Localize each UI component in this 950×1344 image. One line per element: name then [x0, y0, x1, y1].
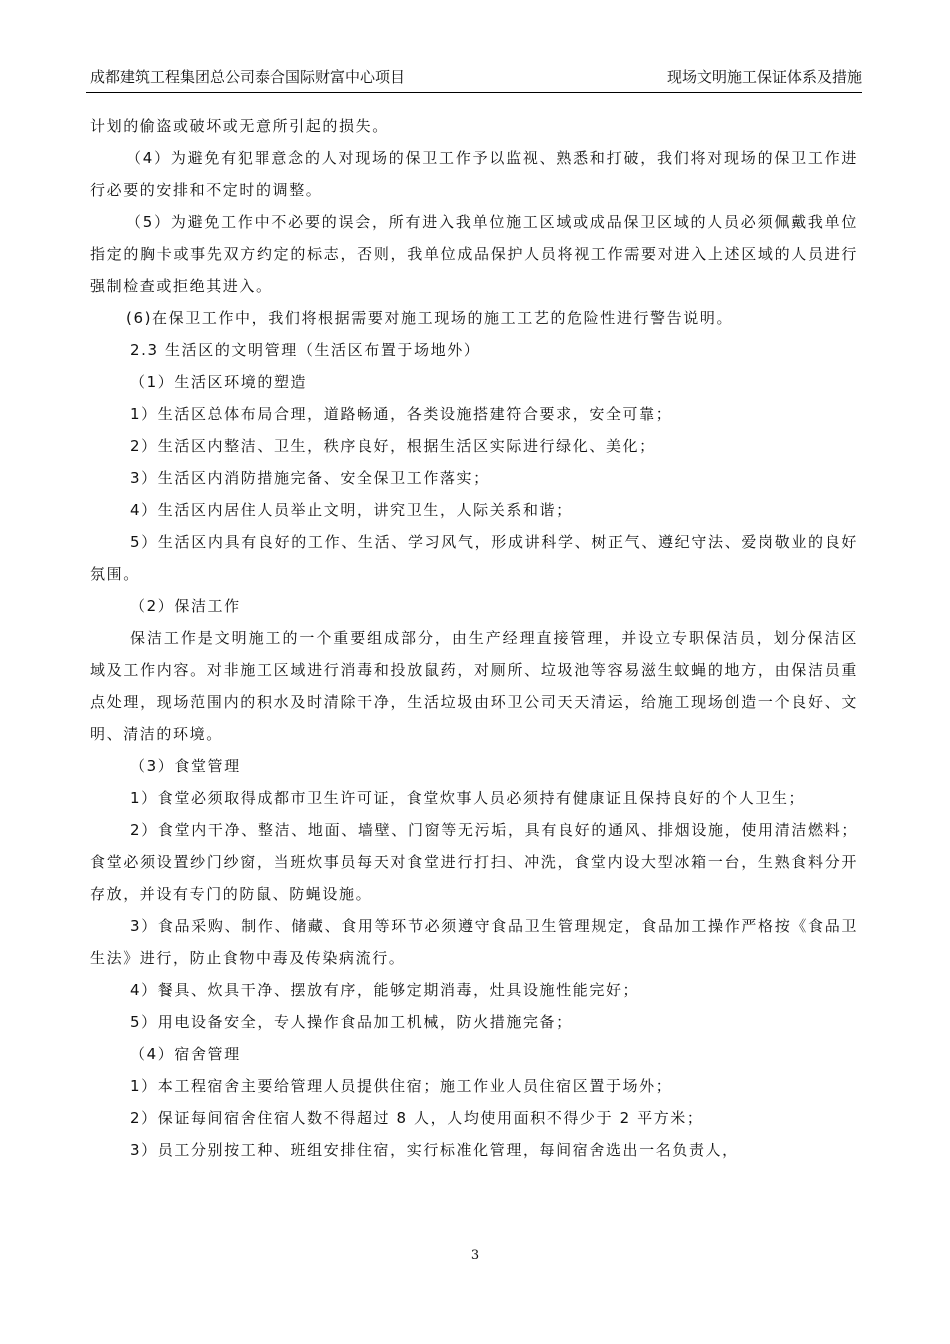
list-item: 2）生活区内整洁、卫生，秩序良好，根据生活区实际进行绿化、美化；: [130, 437, 656, 455]
subsection-heading: （1）生活区环境的塑造: [130, 373, 308, 391]
list-item: 5）用电设备安全，专人操作食品加工机械，防火措施完备；: [130, 1013, 573, 1031]
paragraph: （4）为避免有犯罪意念的人对现场的保卫工作予以监视、熟悉和打破，我们将对现场的保卫工作进行必要的安排和不定时的调整。: [90, 149, 858, 199]
list-item: 4）生活区内居住人员举止文明，讲究卫生，人际关系和谐；: [130, 501, 573, 519]
paragraph: 保洁工作是文明施工的一个重要组成部分，由生产经理直接管理，并设立专职保洁员，划分保洁区域及工作内容。对非施工区域进行消毒和投放鼠药，对厕所、垃圾池等容易滋生蚊蝇的地方，由保洁员重点处理，现场范围内的积水及时清除干净，生活垃圾由环卫公司天天清运，给施工现场创造一个良好、文明、清洁的环境。: [90, 629, 858, 743]
list-item: 3）生活区内消防措施完备、安全保卫工作落实；: [130, 469, 490, 487]
subsection-heading: （3）食堂管理: [130, 757, 241, 775]
subsection-heading: （2）保洁工作: [130, 597, 241, 615]
page-header: [86, 66, 862, 92]
list-item: 2）食堂内干净、整洁、地面、墙壁、门窗等无污垢，具有良好的通风、排烟设施，使用清洁燃料；食堂必须设置纱门纱窗，当班炊事员每天对食堂进行打扫、冲洗，食堂内设大型冰箱一台，生熟食料分开存放，并设有专门的防鼠、防蝇设施。: [90, 821, 858, 903]
list-item: 3）员工分别按工种、班组安排住宿，实行标准化管理，每间宿舍选出一名负责人，: [130, 1141, 739, 1159]
paragraph: (6)在保卫工作中，我们将根据需要对施工现场的施工工艺的危险性进行警告说明。: [126, 309, 734, 327]
list-item: 2）保证每间宿舍住宿人数不得超过 8 人，人均使用面积不得少于 2 平方米；: [130, 1109, 704, 1127]
section-heading: 2.3 生活区的文明管理（生活区布置于场地外）: [130, 341, 481, 359]
page-number: 3: [470, 1248, 480, 1263]
header-divider: [86, 92, 862, 93]
header-project-title: 成都建筑工程集团总公司泰合国际财富中心项目: [90, 68, 406, 86]
list-item: 4）餐具、炊具干净、摆放有序，能够定期消毒，灶具设施性能完好；: [130, 981, 640, 999]
header-section-title: 现场文明施工保证体系及措施: [666, 68, 862, 86]
paragraph: 计划的偷盗或破坏或无意所引起的损失。: [90, 117, 389, 135]
list-item: 1）食堂必须取得成都市卫生许可证，食堂炊事人员必须持有健康证且保持良好的个人卫生；: [130, 789, 806, 807]
paragraph: （5）为避免工作中不必要的误会，所有进入我单位施工区域或成品保卫区域的人员必须佩戴我单位指定的胸卡或事先双方约定的标志，否则，我单位成品保护人员将视工作需要对进入上述区域的人员进行强制检查或拒绝其进入。: [90, 213, 858, 295]
list-item: 3）食品采购、制作、储藏、食用等环节必须遵守食品卫生管理规定，食品加工操作严格按《食品卫生法》进行，防止食物中毒及传染病流行。: [90, 917, 858, 967]
body-text: [90, 110, 858, 1166]
list-item: 1）生活区总体布局合理，道路畅通，各类设施搭建符合要求，安全可靠；: [130, 405, 673, 423]
subsection-heading: （4）宿舍管理: [130, 1045, 241, 1063]
list-item: 5）生活区内具有良好的工作、生活、学习风气，形成讲科学、树正气、遵纪守法、爱岗敬业的良好氛围。: [90, 533, 858, 583]
list-item: 1）本工程宿舍主要给管理人员提供住宿；施工作业人员住宿区置于场外；: [130, 1077, 673, 1095]
